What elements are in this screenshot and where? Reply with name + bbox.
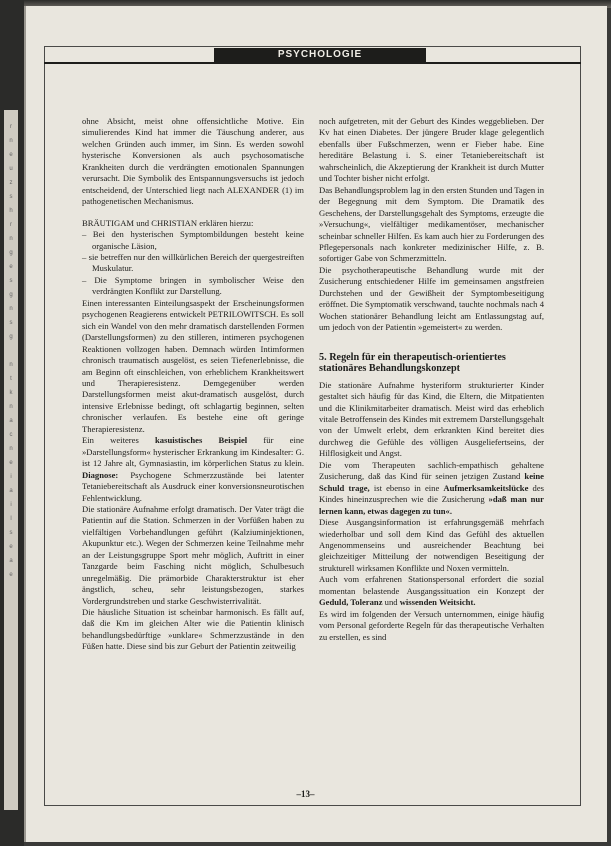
margin-letter: l [10, 516, 12, 522]
paragraph: Die stationäre Aufnahme erfolgt dramatisch. Der Vater trägt die Patientin auf die Station. Schmerzen in der Vorfüßen haben zu vielfältigen Vorbehandlungen geführt (Kalziuminjektionen, Akupunktur etc.). Wegen der Schmerzen keine Teilnahme mehr an der Leistungsgruppe Sport mehr möglich, Auftritt in einer Tanzgarde beim Fasching nicht möglich, Schulbesuch unregelmäßig. Die prämorbide Charakterstruktur ist eher ängstlich, scheu, sehr leistungsbezogen, starkes Vordergrundstreben und starke Geschwisterrivalität. [82, 503, 304, 606]
margin-letter: n [9, 138, 13, 144]
margin-letter: i [10, 474, 12, 480]
margin-letter: g [9, 292, 13, 298]
bold-text: Geduld, Toleranz [319, 597, 383, 608]
paragraph: Das Behandlungsproblem lag in den ersten Stunden und Tagen in der Begegnung mit dem Symptom. Die Dramatik des Geschehens, der Darstellungsgehalt des Symptoms, erzeugte die »Versuchung«, vielfältiger medikamentöser, mechanischer scheinbar schneller Hilfen. Es kam auch hier zu Forderungen des Pflegepersonals nach konkreter medizinischer Hilfe, z. B. sofortiger Gabe von Schmerzmitteln. [319, 184, 544, 264]
margin-letter: h [9, 208, 13, 214]
paragraph: ohne Absicht, meist ohne offensichtliche Motive. Ein simulierendes Kind hat immer die Täuschung anderer, aus welchen Gründen auch immer, im Sinn. Es werden sowohl hysterische Konversionen als auch psychosomatische Krankheiten durch die verdrängten emotionalen Spannungen verursacht. Die Symbolik des Entspannungsversuchs ist jedoch entscheidend, der Unterschied liegt nach ALEXANDER (1) im pathogenetischen Mechanismus. [82, 116, 304, 207]
margin-letter: r [10, 222, 12, 228]
margin-letter: n [9, 236, 13, 242]
paragraph [82, 435, 304, 504]
margin-letter: s [9, 194, 13, 200]
margin-letter: e [9, 572, 13, 578]
margin-letter: u [9, 166, 13, 172]
section-heading: 5. Regeln für ein therapeutisch-orientiertes stationäres Behandlungskonzept [319, 351, 506, 375]
list-item: – sie betreffen nur den willkürlichen Bereich der quergestreiften Muskulatur. [82, 252, 304, 275]
margin-letter [4, 344, 18, 358]
margin-letter: e [9, 264, 13, 270]
list-item: – Die Symptome bringen in symbolischer Weise den verdrängten Konflikt zur Darstellung. [82, 275, 304, 298]
margin-letter: g [9, 334, 13, 340]
left-column [82, 116, 304, 653]
bold-text: wissenden Weitsicht. [399, 597, 476, 608]
margin-letter: n [9, 446, 13, 452]
bullet-list [82, 229, 304, 298]
bold-text: Aufmerksamkeitslücke [443, 482, 529, 493]
adjacent-page-letters [4, 120, 18, 582]
text-run: Auch vom erfahrenen Stationspersonal erfordert die sozial momentan belastende Ausgangssituation ein Konzept der [319, 574, 544, 596]
margin-letter: e [9, 460, 13, 466]
margin-letter: n [9, 362, 13, 368]
margin-letter: k [9, 390, 13, 396]
right-column [319, 116, 544, 643]
margin-letter: t [10, 376, 12, 382]
bold-text: Diagnose: [82, 469, 119, 480]
paragraph: Einen interessanten Einteilungsaspekt der Erscheinungsformen psychogenen Reagierens entwickelt PETRILOWITSCH. Es soll sich ein Wandel von den mehr dramatisch darstellenden Formen (Darstellungsformen) zu den stilleren, intimeren psychogenen Reaktionen vollzogen haben. Demnach würden Intimformen chronisch traumatisch ausgelöst, es seien Tiefenerlebnisse, die am Beginn oft einschleichen, von erheblichem Krankheitswert und Therapieresistenz. Demgegenüber werden Darstellungsformen meist akut-dramatisch ausgelöst, durch intensive Erlebnisse bedingt, oft schlagartig beginnen, selten chronischer verlaufen. Es bestehe eine oft geringe Therapieresistenz. [82, 297, 304, 434]
bold-text: kasuistisches Beispiel [155, 435, 248, 446]
header-rule [44, 62, 581, 64]
margin-letter: s [9, 278, 13, 284]
list-item: – Bei den hysterischen Symptombildungen besteht keine organische Läsion, [82, 229, 304, 252]
margin-letter: a [9, 558, 13, 564]
text-run: Ein weiteres [82, 435, 156, 446]
paragraph: noch aufgetreten, mit der Geburt des Kindes weggeblieben. Der Kv hat einen Diabetes. Der jüngere Bruder klage gelegentlich ebenfalls über Fußschmerzen, wenn er Fieber habe. Eine hereditäre Belastung i. S. einer Tetaniebereitschaft ist wahrscheinlich, die Akzeptierung der Krankheit ist durch Mutter und Tochter bisher nicht erfolgt. [319, 116, 544, 184]
bold-text: keine Schuld trage, [319, 471, 544, 493]
paragraph: Es wird im folgenden der Versuch unternommen, einige häufig vom Personal geforderte Regeln für das therapeutische Verhalten zu erstellen, es sind [319, 608, 544, 642]
margin-letter: i [10, 502, 12, 508]
margin-letter: n [9, 306, 13, 312]
margin-letter: z [9, 180, 13, 186]
text-run: Die vom Therapeuten sachlich-empathisch gehaltene Zusicherung, daß das Kind für seinen jetzigen Zustand [319, 459, 544, 482]
margin-letter: s [9, 530, 13, 536]
margin-letter: g [9, 250, 13, 256]
margin-letter: e [9, 544, 13, 550]
margin-letter: c [9, 432, 13, 438]
text-run: für eine »Darstellungsform« hysterischer Erkrankung im Kindesalter: G. ist 12 Jahre alt, Gymnasiastin, im körperlichen Status zu klein. [82, 435, 304, 469]
page-number: –13– [296, 789, 315, 799]
text-run: ist ebenso in eine [369, 482, 444, 493]
paragraph [319, 460, 544, 517]
margin-letter: s [9, 320, 13, 326]
section-header: PSYCHOLOGIE [214, 48, 426, 62]
text-run: des Kindes hineinzusprechen wie die Zusicherung [319, 482, 544, 505]
margin-letter: a [9, 488, 13, 494]
margin-letter: a [9, 418, 13, 424]
margin-letter: e [9, 152, 13, 158]
paragraph: Die stationäre Aufnahme hysteriform strukturierter Kinder gestaltet sich häufig für das Kind, die Eltern, die Mitpatienten und die Klinikmitarbeiter dramatisch. Meist wird das erheblich vitale Betroffensein des Kindes mit extremem Darstellungsgehalt von der Umwelt erlebt, dem erkrankten Kind bereitet dies durchweg die Gefühle des völligen Ausgeliefertseins, der Hilflosigkeit und Angst. [319, 379, 544, 459]
paragraph: Die psychotherapeutische Behandlung wurde mit der Zusicherung entschiedener Hilfe im gemeinsamen angstfreien Durchstehen und der Gewißheit der Symptombeseitigung eröffnet. Die Symptomatik verschwand, tauchte nochmals nach 4 Wochen stationärer Behandlung leicht am Entlassungstag auf, um jedoch von der Patientin »gemeistert« zu werden. [319, 264, 544, 333]
margin-letter: r [10, 124, 12, 130]
text-run: und [382, 597, 400, 608]
bold-text: »daß man nur lernen kann, etwas dagegen zu tun«. [319, 494, 544, 516]
paragraph: Diese Ausgangsinformation ist erfahrungsgemäß mehrfach wiederholbar und soll dem Kind das Gefühl des aktuellen Angenommenseins und ausreichender Beachtung bei gleichzeitiger Mitteilung der notwendigen Beseitigung der strukturell wirksamen Konflikte und Noxen vermitteln. [319, 517, 544, 573]
text-run: Psychogene Schmerzzustände bei latenter Tetaniebereitschaft als Ausdruck einer konversionsneurotischen Fehlentwicklung. [82, 469, 304, 503]
paragraph: Die häusliche Situation ist scheinbar harmonisch. Es fällt auf, daß die Km im gleichen Alter wie die Patientin klinisch behandlungsbedürftige »unklare« Schmerzzustände in den Füßen hatte. Diese sind bis zur Geburt der Patientin zeitweilig [82, 607, 304, 652]
paragraph: BRÄUTIGAM und CHRISTIAN erklären hierzu: [82, 217, 254, 228]
paragraph [319, 574, 544, 608]
margin-letter: n [9, 404, 13, 410]
